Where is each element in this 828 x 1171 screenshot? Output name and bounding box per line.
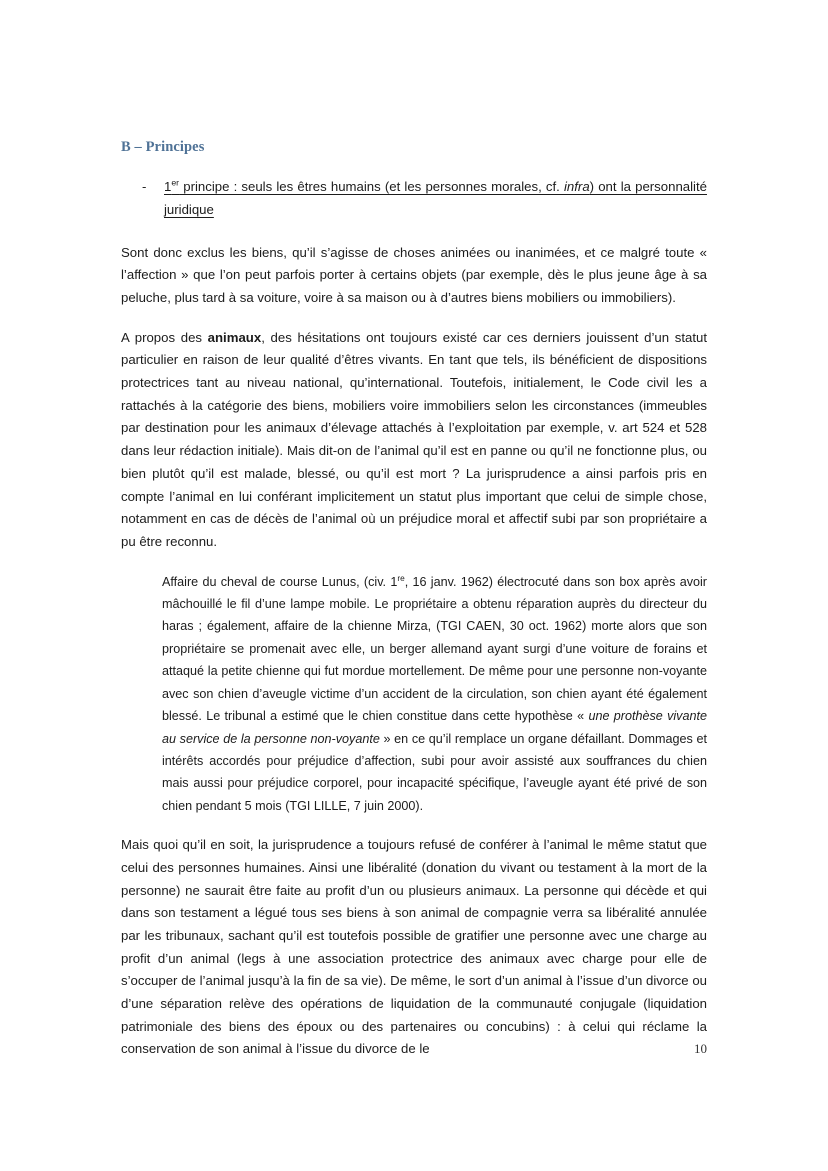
quote-italic-prothese: une prothèse vivante au service de la personne non-voyante: [162, 709, 707, 746]
quote-segment-lunus: Affaire du cheval de course Lunus, (civ. 1: [162, 574, 398, 589]
principle-italic-infra: infra: [564, 179, 590, 195]
principle-text-segment-a: principe : seuls les êtres humains (et les personnes morales, cf.: [179, 179, 564, 195]
document-body: [121, 138, 707, 1061]
paragraph-jurisprudence-refusal: Mais quoi qu’il en soit, la jurisprudence a toujours refusé de conférer à l’animal le même statut que celui des personnes humaines. Ainsi une libéralité (donation du vivant ou testament à la mort de la personne) ne saurait être faite au profit d’un ou plusieurs animaux. La personne qui décède et qui dans son testament a légué tous ses biens à son animal de compagnie verra sa libéralité annulée par les tribunaux, sachant qu’il est toutefois possible de gratifier une personne avec une charge au profit d’un animal (legs à une association protectrice des animaux avec charge pour elle de s’occuper de l’animal jusqu’à la fin de sa vie). De même, le sort d’un animal à l’issue d’un divorce ou d’une séparation relève des opérations de liquidation de la communauté conjugale (liquidation patrimoniale des biens des époux ou des partenaires ou concubins) : à celui qui réclame la conservation de son animal à l’issue du divorce de le: [121, 837, 707, 1057]
list-dash-marker: -: [142, 179, 147, 195]
quote-segment-closing: » en ce qu’il remplace un organe défaillant. Dommages et intérêts accordés pour préjudice d’affection, subi pour avoir assisté aux souffrances du chien mais aussi pour préjudice corporel, pour incapacité spécifique, l’aveugle ayant été privé de son chien pendant 5 mois (TGI LILLE, 7 juin 2000).: [162, 731, 707, 813]
principle-text-segment-b: ) ont la personnalité juridique: [164, 179, 707, 217]
principle-list-item: [121, 176, 707, 221]
quote-superscript-re: re: [397, 572, 405, 583]
section-heading: B – Principes: [121, 139, 205, 155]
bold-term-animaux: animaux: [207, 329, 262, 345]
principle-ordinal-superscript: er: [171, 177, 180, 188]
paragraph-exclusion-of-goods: Sont donc exclus les biens, qu’il s’agisse de choses animées ou inanimées, et ce malgré toute « l’affection » que l’on peut parfois porter à certains objets (par exemple, dès le plus jeune âge à sa peluche, plus tard à sa voiture, voire à sa maison ou à d’autres biens mobiliers ou immobiliers).: [121, 244, 707, 305]
principle-list-item-text: [164, 176, 707, 221]
paragraph-remaining-text: , des hésitations ont toujours existé car ces derniers jouissent d’un statut particulier en raison de leur qualité d’êtres vivants. En tant que tels, ils bénéficient de dispositions protectrices tant au niveau national, qu’international. Toutefois, initialement, le Code civil les a rattachés à la catégorie des biens, mobiliers voire immobiliers selon les circonstances (immeubles par destination pour les animaux d’élevage attachés à l’exploitation par exemple, v. art 524 et 528 dans leur rédaction initiale). Mais dit-on de l’animal qu’il est en panne ou qu’il ne fonctionne plus, ou bien plutôt qu’il est malade, blessé, ou qu’il est mort ? La jurisprudence a ainsi parfois pris en compte l’animal en lui conférant implicitement un statut plus important que celui de simple chose, notamment en cas de décès de l’animal où un préjudice moral et affectif subi par son propriétaire a pu être reconnu.: [121, 329, 707, 549]
principle-ordinal-number: 1: [164, 179, 172, 195]
page-number: 10: [694, 1041, 707, 1056]
case-law-quote-text: [162, 571, 707, 817]
case-law-quote-block: [121, 571, 707, 817]
quote-segment-main: , 16 janv. 1962) électrocuté dans son box après avoir mâchouillé le fil d’une lampe mobile. Le propriétaire a obtenu réparation auprès du directeur du haras ; également, affaire de la chienne Mirza, (TGI CAEN, 30 oct. 1962) morte alors que son propriétaire se promenait avec elle, un berger allemand ayant surgi d’une voiture de forains et attaqué la petite chienne qui fut mordue mortellement. De même pour une personne non-voyante avec son chien d’aveugle victime d’un accident de la circulation, son chien ayant été également blessé. Le tribunal a estimé que le chien constitue dans cette hypothèse «: [162, 574, 707, 724]
paragraph-lead-text: A propos des: [121, 329, 208, 345]
paragraph-animals-status: [121, 327, 707, 554]
